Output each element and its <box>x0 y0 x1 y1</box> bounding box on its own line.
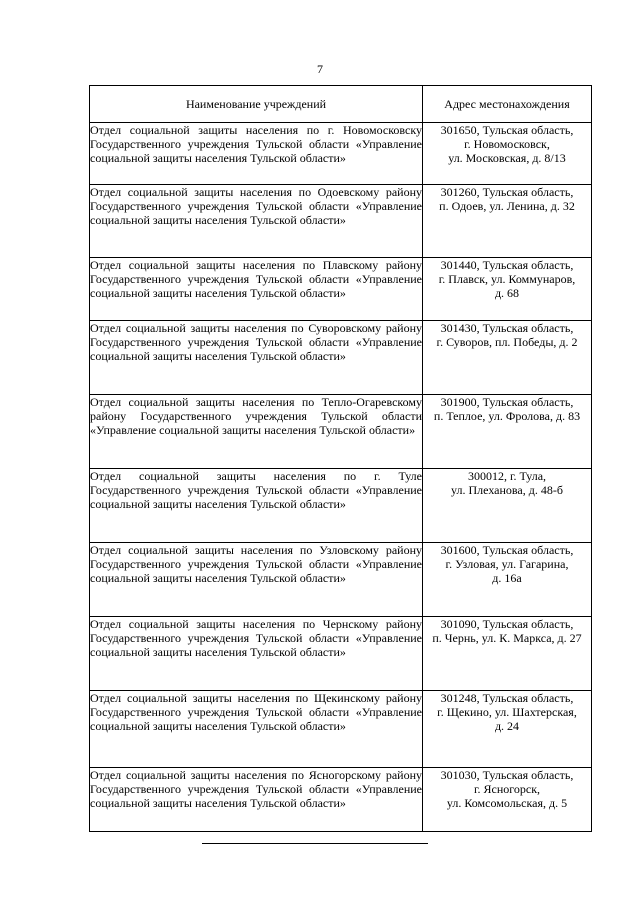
institution-name: Отдел социальной защиты населения по Тепло-Огаревскому району Государственного учреждения Тульской области «Управление социальной защиты населения Тульской области» <box>90 395 423 469</box>
address-line: 301900, Тульская область, <box>440 395 574 409</box>
address-line: 301440, Тульская область, <box>440 258 574 272</box>
address-line: ул. Московская, д. 8/13 <box>448 151 566 165</box>
table-row <box>90 543 592 617</box>
institution-name: Отдел социальной защиты населения по Одоевскому району Государственного учреждения Тульской области «Управление социальной защиты населения Тульской области» <box>90 185 423 258</box>
address-line: 301600, Тульская область, <box>440 543 574 557</box>
table-header-row <box>90 86 592 123</box>
address-line: г. Щекино, ул. Шахтерская, <box>437 705 577 719</box>
institution-address <box>423 768 592 832</box>
address-line: г. Новомосковск, <box>464 137 550 151</box>
table-row <box>90 258 592 321</box>
address-line: г. Ясногорск, <box>473 782 541 796</box>
institution-name: Отдел социальной защиты населения по г. Новомосковску Государственного учреждения Тульской области «Управление социальной защиты населения Тульской области» <box>90 123 423 185</box>
address-line: п. Одоев, ул. Ленина, д. 32 <box>439 199 575 213</box>
institution-address <box>423 123 592 185</box>
address-line: ул. Комсомольская, д. 5 <box>446 796 568 810</box>
table-row <box>90 321 592 395</box>
address-line: д. 16а <box>492 571 522 585</box>
header-name: Наименование учреждений <box>90 86 423 123</box>
page-number: 7 <box>317 62 323 76</box>
institutions-table <box>89 85 592 832</box>
institution-address <box>423 185 592 258</box>
address-line: п. Теплое, ул. Фролова, д. 83 <box>433 409 581 423</box>
institution-address <box>423 617 592 691</box>
address-line: г. Суворов, пл. Победы, д. 2 <box>436 335 578 349</box>
table-row <box>90 185 592 258</box>
institution-name: Отдел социальной защиты населения по г. Туле Государственного учреждения Тульской области «Управление социальной защиты населения Тульской области» <box>90 469 423 543</box>
institution-address <box>423 543 592 617</box>
address-line: 301090, Тульская область, <box>440 617 574 631</box>
address-line: 301030, Тульская область, <box>440 768 574 782</box>
table-row <box>90 123 592 185</box>
address-line: 301430, Тульская область, <box>440 321 574 335</box>
institution-address <box>423 395 592 469</box>
footer-separator-line <box>202 843 428 844</box>
address-line: д. 24 <box>494 719 520 733</box>
institution-address <box>423 691 592 768</box>
institution-address <box>423 321 592 395</box>
address-line: 300012, г. Тула, <box>467 469 547 483</box>
address-line: 301248, Тульская область, <box>440 691 574 705</box>
institution-name: Отдел социальной защиты населения по Узловскому району Государственного учреждения Тульской области «Управление социальной защиты населения Тульской области» <box>90 543 423 617</box>
address-line: п. Чернь, ул. К. Маркса, д. 27 <box>432 631 582 645</box>
institution-address <box>423 258 592 321</box>
address-line: г. Узловая, ул. Гагарина, <box>445 557 569 571</box>
institution-name: Отдел социальной защиты населения по Плавскому району Государственного учреждения Тульской области «Управление социальной защиты населения Тульской области» <box>90 258 423 321</box>
institution-name: Отдел социальной защиты населения по Ясногорскому району Государственного учреждения Тульской области «Управление социальной защиты населения Тульской области» <box>90 768 423 832</box>
institution-name: Отдел социальной защиты населения по Чернскому району Государственного учреждения Тульской области «Управление социальной защиты населения Тульской области» <box>90 617 423 691</box>
header-address: Адрес местонахождения <box>423 86 592 123</box>
table-row <box>90 469 592 543</box>
address-line: г. Плавск, ул. Коммунаров, <box>438 272 576 286</box>
address-line: 301260, Тульская область, <box>440 185 574 199</box>
table-row <box>90 617 592 691</box>
table-row <box>90 768 592 832</box>
address-line: д. 68 <box>494 286 520 300</box>
address-line: 301650, Тульская область, <box>440 123 574 137</box>
table-row <box>90 395 592 469</box>
table-row <box>90 691 592 768</box>
institution-address <box>423 469 592 543</box>
address-line: ул. Плеханова, д. 48-б <box>451 483 563 497</box>
institution-name: Отдел социальной защиты населения по Щекинскому району Государственного учреждения Тульской области «Управление социальной защиты населения Тульской области» <box>90 691 423 768</box>
institution-name: Отдел социальной защиты населения по Суворовскому району Государственного учреждения Тульской области «Управление социальной защиты населения Тульской области» <box>90 321 423 395</box>
